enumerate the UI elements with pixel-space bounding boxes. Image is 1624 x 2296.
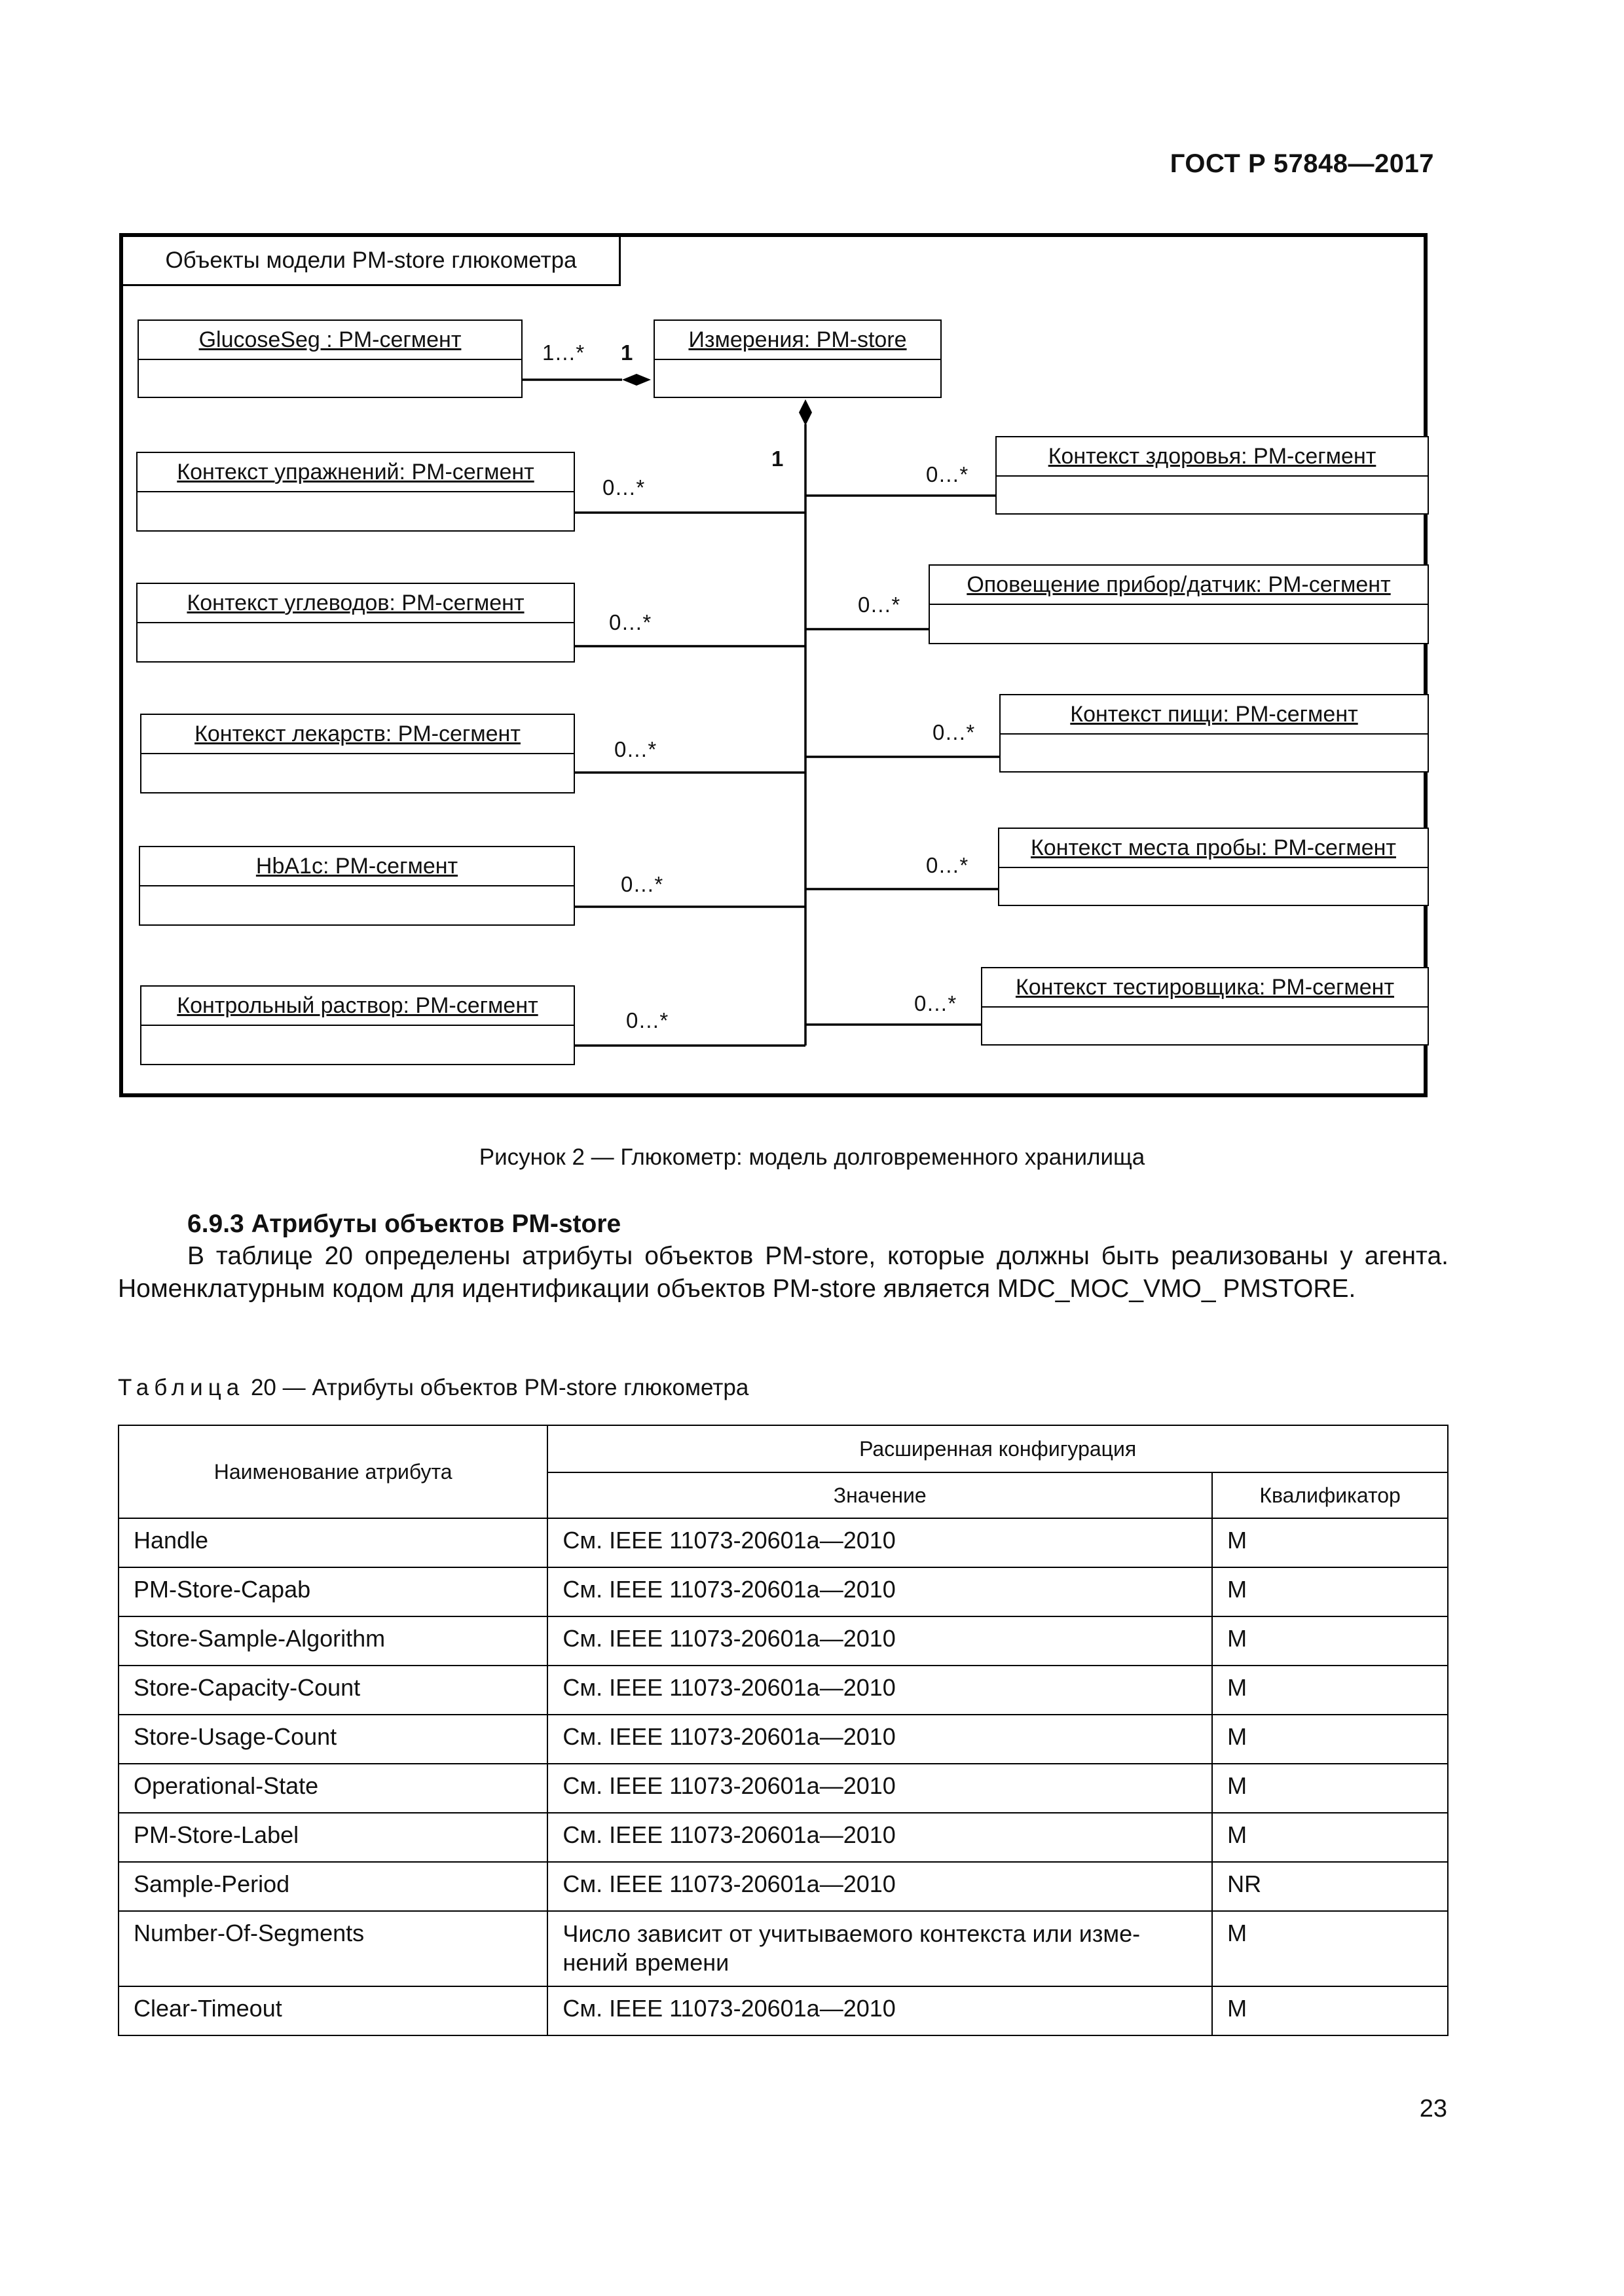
cell-value: См. IEEE 11073-20601a—2010 — [547, 1518, 1212, 1567]
col-header-attribute: Наименование атрибута — [119, 1425, 547, 1518]
cell-value: Число зависит от учитываемого контекста или изме-нений времени — [547, 1911, 1212, 1986]
paragraph-text: В таблице 20 определены атрибуты объектов PM-store, которые должны быть реализованы у агента. Номенклатурным кодом для идентификации объектов PM-store является MDC_MOC_VMO_ PMSTORE. — [118, 1242, 1449, 1303]
table-row — [119, 1616, 1448, 1666]
cell-qualifier: M — [1212, 1616, 1448, 1666]
cell-attribute: PM-Store-Capab — [119, 1567, 547, 1616]
uml-box-carbs-context — [136, 583, 575, 663]
table-row — [119, 1518, 1448, 1567]
standard-designation: ГОСТ Р 57848—2017 — [1170, 149, 1434, 178]
uml-box-measurements — [654, 319, 942, 398]
table-row — [119, 1764, 1448, 1813]
cell-qualifier: M — [1212, 1813, 1448, 1862]
cell-qualifier: M — [1212, 1715, 1448, 1764]
col-header-qualifier: Квалификатор — [1212, 1472, 1448, 1518]
uml-box-control-solution — [140, 985, 575, 1065]
cell-attribute: Clear-Timeout — [119, 1986, 547, 2035]
cell-attribute: Operational-State — [119, 1764, 547, 1813]
composition-diamond-top — [622, 374, 651, 386]
table-row — [119, 1567, 1448, 1616]
uml-box-title: Контрольный раствор: PM-сегмент — [141, 987, 574, 1026]
uml-box-title: HbA1c: PM-сегмент — [140, 847, 574, 886]
table-row — [119, 1986, 1448, 2035]
multiplicity-label: 0…* — [626, 1008, 669, 1032]
cell-value: См. IEEE 11073-20601a—2010 — [547, 1666, 1212, 1715]
cell-qualifier: NR — [1212, 1862, 1448, 1911]
table-row — [119, 1911, 1448, 1986]
uml-box-title: GlucoseSeg : PM-сегмент — [139, 321, 521, 360]
col-header-extended-config: Расширенная конфигурация — [547, 1425, 1448, 1472]
cell-attribute: Handle — [119, 1518, 547, 1567]
multiplicity-label: 0…* — [602, 475, 645, 500]
uml-box-title: Контекст упражнений: PM-сегмент — [138, 453, 574, 492]
uml-box-exercise-context — [136, 452, 575, 532]
multiplicity-label: 1 — [621, 340, 633, 365]
table-caption-text: 20 — Атрибуты объектов PM-store глюкометра — [244, 1375, 749, 1400]
cell-value: См. IEEE 11073-20601a—2010 — [547, 1567, 1212, 1616]
multiplicity-label: 0…* — [858, 592, 900, 617]
cell-value: См. IEEE 11073-20601a—2010 — [547, 1986, 1212, 2035]
cell-value: См. IEEE 11073-20601a—2010 — [547, 1764, 1212, 1813]
col-header-value: Значение — [547, 1472, 1212, 1518]
multiplicity-label: 0…* — [609, 610, 652, 634]
uml-box-meal-context — [999, 694, 1429, 773]
cell-qualifier: M — [1212, 1911, 1448, 1986]
table-row — [119, 1715, 1448, 1764]
cell-value: См. IEEE 11073-20601a—2010 — [547, 1862, 1212, 1911]
uml-box-title: Контекст пищи: PM-сегмент — [1001, 695, 1428, 735]
page-number: 23 — [1419, 2095, 1447, 2123]
multiplicity-label: 0…* — [926, 462, 969, 486]
uml-box-medication-context — [140, 714, 575, 793]
table-row — [119, 1666, 1448, 1715]
uml-box-title: Контекст тестировщика: PM-сегмент — [982, 968, 1428, 1008]
section-paragraph — [118, 1240, 1449, 1305]
cell-value: См. IEEE 11073-20601a—2010 — [547, 1813, 1212, 1862]
cell-attribute: PM-Store-Label — [119, 1813, 547, 1862]
figure-caption: Рисунок 2 — Глюкометр: модель долговременного хранилища — [479, 1144, 1145, 1170]
cell-value: См. IEEE 11073-20601a—2010 — [547, 1715, 1212, 1764]
cell-qualifier: M — [1212, 1567, 1448, 1616]
cell-qualifier: M — [1212, 1518, 1448, 1567]
cell-value: См. IEEE 11073-20601a—2010 — [547, 1616, 1212, 1666]
uml-box-title: Измерения: PM-store — [655, 321, 940, 360]
cell-attribute: Number-Of-Segments — [119, 1911, 547, 1986]
uml-box-hba1c — [139, 846, 575, 926]
cell-attribute: Store-Capacity-Count — [119, 1666, 547, 1715]
multiplicity-label: 0…* — [614, 737, 657, 761]
cell-qualifier: M — [1212, 1986, 1448, 2035]
composition-diamond-vertical — [799, 399, 812, 426]
cell-qualifier: M — [1212, 1764, 1448, 1813]
cell-attribute: Store-Sample-Algorithm — [119, 1616, 547, 1666]
uml-box-title: Контекст места пробы: PM-сегмент — [999, 829, 1428, 868]
table-row — [119, 1862, 1448, 1911]
multiplicity-label: 0…* — [926, 853, 969, 877]
table-row — [119, 1813, 1448, 1862]
multiplicity-label: 1…* — [542, 340, 585, 365]
uml-box-glucoseseg — [138, 319, 523, 398]
uml-box-sample-location-context — [998, 828, 1429, 906]
section-heading: 6.9.3 Атрибуты объектов PM-store — [187, 1210, 621, 1238]
uml-box-title: Оповещение прибор/датчик: PM-сегмент — [930, 566, 1428, 605]
uml-box-device-sensor-alert — [929, 564, 1429, 644]
cell-qualifier: M — [1212, 1666, 1448, 1715]
attributes-table — [118, 1425, 1449, 2036]
uml-box-title: Контекст углеводов: PM-сегмент — [138, 584, 574, 623]
uml-box-health-context — [995, 436, 1429, 515]
multiplicity-label: 0…* — [621, 872, 663, 896]
uml-box-title: Контекст здоровья: PM-сегмент — [997, 437, 1428, 477]
cell-attribute: Sample-Period — [119, 1862, 547, 1911]
multiplicity-label: 0…* — [932, 720, 975, 744]
uml-box-title: Контекст лекарств: PM-сегмент — [141, 715, 574, 754]
multiplicity-label: 0…* — [914, 991, 957, 1015]
uml-box-tester-context — [981, 967, 1429, 1046]
figure-frame-title: Объекты модели PM-store глюкометра — [123, 237, 621, 286]
cell-attribute: Store-Usage-Count — [119, 1715, 547, 1764]
table-caption — [118, 1375, 748, 1401]
multiplicity-label: 1 — [771, 446, 784, 471]
table-caption-label: Таблица — [118, 1375, 245, 1400]
